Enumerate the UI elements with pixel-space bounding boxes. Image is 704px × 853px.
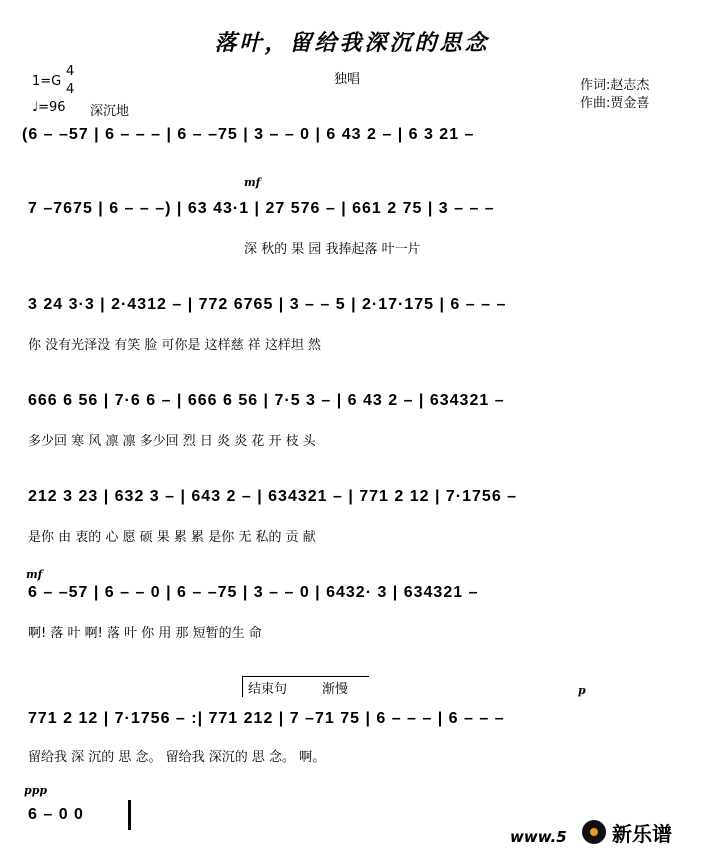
tempo-change-label: 渐慢 bbox=[322, 682, 349, 697]
lyrics-row-6: 啊! 落 叶 啊! 落 叶 你 用 那 短暂的生 命 bbox=[28, 626, 262, 641]
notation-row-6: 6 – –57 | 6 – – 0 | 6 – –75 | 3 – – 0 | 6432· 3 | 634321 – bbox=[28, 584, 479, 601]
time-signature-top: 4 bbox=[66, 64, 75, 79]
lyrics-row-7: 留给我 深 沉的 思 念。 留给我 深沉的 思 念。 啊。 bbox=[28, 750, 326, 765]
key-signature: 1=G bbox=[32, 74, 62, 89]
ending-label: 结束句 bbox=[248, 682, 288, 697]
record-disc-icon bbox=[582, 820, 606, 844]
notation-row-2: 7 –7675 | 6 – – –) | 63 43·1 | 27 576 – | 661 2 75 | 3 – – – bbox=[28, 200, 495, 217]
composer-credit: 作曲:贾金喜 bbox=[580, 96, 650, 111]
time-signature-bottom: 4 bbox=[66, 82, 75, 97]
notation-row-5: 212 3 23 | 632 3 – | 643 2 – | 634321 – | 771 2 12 | 7·1756 – bbox=[28, 488, 518, 505]
lyricist-credit: 作词:赵志杰 bbox=[580, 78, 650, 93]
notation-row-3: 3 24 3·3 | 2·4312 – | 772 6765 | 3 – – 5 | 2·17·175 | 6 – – – bbox=[28, 296, 507, 313]
notation-row-7: 771 2 12 | 7·1756 – :| 771 212 | 7 –71 75 | 6 – – – | 6 – – – bbox=[28, 710, 505, 727]
dynamic-mark-row-8: ppp bbox=[24, 784, 48, 797]
lyrics-row-4: 多少回 寒 风 凛 凛 多少回 烈 日 炎 炎 花 开 枝 头 bbox=[28, 434, 316, 449]
notation-row-8: 6 – 0 0 bbox=[28, 806, 84, 823]
notation-row-1: (6 – –57 | 6 – – – | 6 – –75 | 3 – – 0 | 6 43 2 – | 6 3 21 – bbox=[22, 126, 475, 143]
performance-type: 独唱 bbox=[334, 72, 361, 87]
dynamic-mark-row-6: mf bbox=[26, 568, 43, 581]
lyrics-row-2: 深 秋的 果 园 我捧起落 叶一片 bbox=[244, 242, 421, 257]
dynamic-mark-row-2: mf bbox=[244, 176, 261, 189]
final-barline bbox=[128, 800, 131, 830]
watermark-brand: 新乐谱 bbox=[612, 822, 672, 846]
song-title: 落叶，留给我深沉的思念 bbox=[214, 30, 490, 56]
notation-row-4: 666 6 56 | 7·6 6 – | 666 6 56 | 7·5 3 – | 6 43 2 – | 634321 – bbox=[28, 392, 505, 409]
lyrics-row-5: 是你 由 衷的 心 愿 硕 果 累 累 是你 无 私的 贡 献 bbox=[28, 530, 316, 545]
tempo-marking: ♩=96 bbox=[32, 100, 66, 115]
dynamic-mark-row-7: p bbox=[578, 684, 586, 697]
expression-marking: 深沉地 bbox=[90, 104, 130, 119]
lyrics-row-3: 你 没有光泽没 有笑 脸 可你是 这样慈 祥 这样坦 然 bbox=[28, 338, 322, 353]
watermark-url: www.5 bbox=[510, 828, 567, 846]
